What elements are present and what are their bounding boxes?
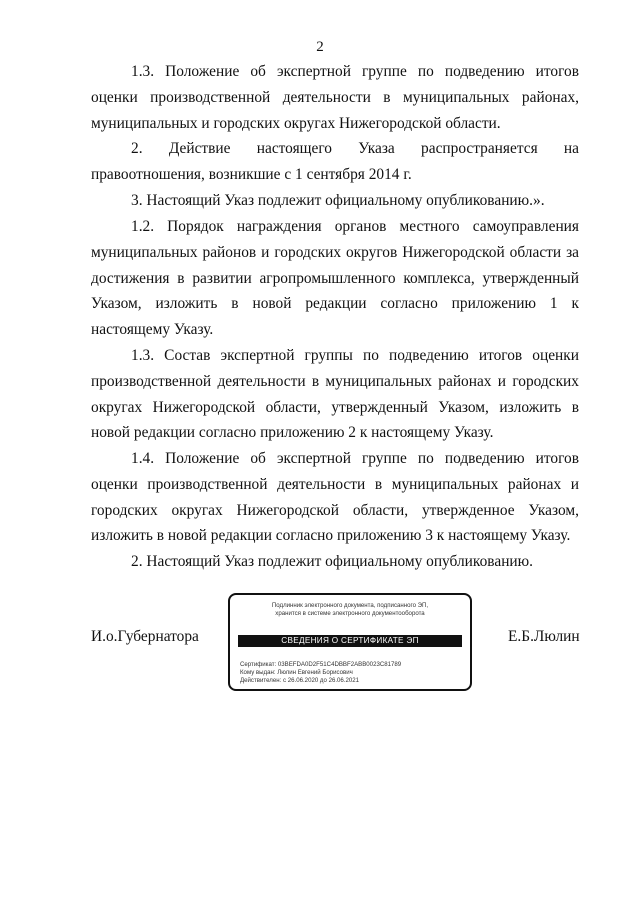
paragraph-1-3-regulation: 1.3. Положение об экспертной группе по подведению итогов оценки производственной деятельности в муниципальных районах, муниципальных и городских округах Нижегородской области. [91,63,579,132]
stamp-note-line-2: хранится в системе электронного документооборота [275,610,425,617]
signer-title: И.о.Губернатора [91,628,199,645]
page-number: 2 [316,39,324,55]
signature-stamp [228,593,472,691]
paragraph-3-publication: 3. Настоящий Указ подлежит официальному опубликованию.». [131,192,545,209]
stamp-owner: Кому выдан: Люлин Евгений Борисович [240,669,353,676]
signer-name: Е.Б.Люлин [508,628,580,645]
stamp-validity: Действителен: с 26.06.2020 до 26.06.2021 [240,677,360,684]
stamp-note [240,602,460,618]
paragraph-1-4-regulation: 1.4. Положение об экспертной группе по подведению итогов оценки производственной деятельности в муниципальных районах и городских округах Нижегородской области, утвержденное Указом, изложить в новой редакции согласно приложению 3 к настоящему Указу. [91,450,579,545]
paragraph-1-2-award-procedure: 1.2. Порядок награждения органов местного самоуправления муниципальных районов и городских округов Нижегородской области за достижения в развитии агропромышленного комплекса, утвержденный Указом, изложить в новой редакции согласно приложению 1 к настоящему Указу. [91,218,579,339]
stamp-note-line-1: Подлинник электронного документа, подписанного ЭП, [271,602,429,609]
stamp-certificate: Сертификат: 03BEFDA0D2F51C4DBBF2ABB0023C81789 [240,661,402,668]
paragraph-2-publication: 2. Настоящий Указ подлежит официальному опубликованию. [131,553,534,570]
paragraph-1-3-expert-group: 1.3. Состав экспертной группы по подведению итогов оценки производственной деятельности в муниципальных районах и городских округах Нижегородской области, утвержденный Указом, изложить в новой редакции согласно приложению 2 к настоящему Указу. [91,347,579,442]
paragraph-2-effect: 2. Действие настоящего Указа распространяется на правоотношения, возникшие с 1 сентября 2014 г. [91,140,579,183]
stamp-header: СВЕДЕНИЯ О СЕРТИФИКАТЕ ЭП [238,635,462,647]
